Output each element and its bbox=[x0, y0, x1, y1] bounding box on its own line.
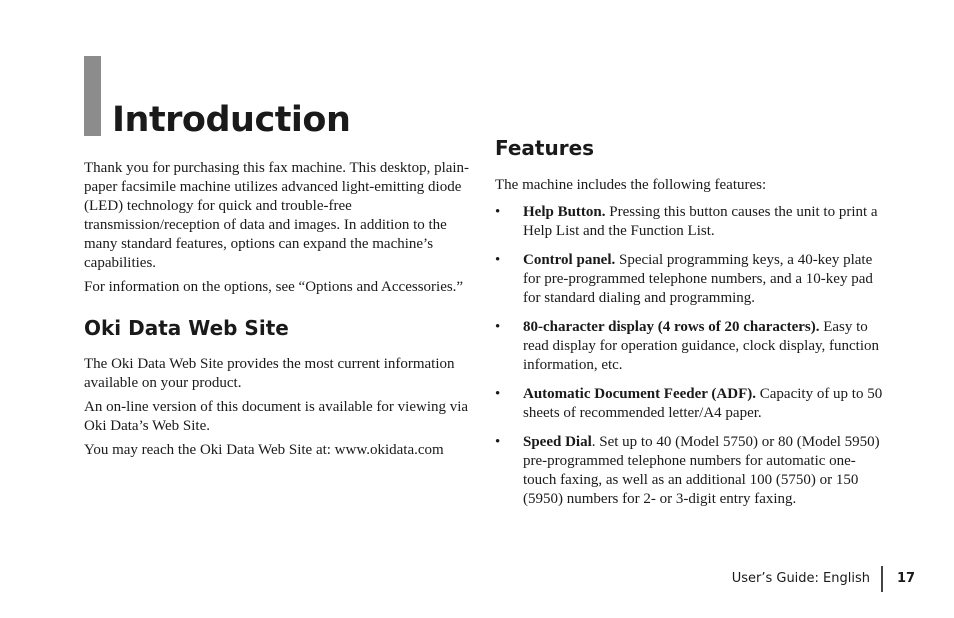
list-item bbox=[495, 433, 887, 509]
right-column bbox=[495, 134, 887, 519]
bullet-icon: • bbox=[495, 252, 501, 268]
bullet-icon: • bbox=[495, 204, 501, 220]
list-item bbox=[495, 318, 887, 375]
left-column bbox=[84, 159, 474, 465]
list-item bbox=[495, 385, 887, 423]
feature-text: Easy to read display for operation guidance, clock display, function information, etc. bbox=[523, 319, 879, 373]
options-paragraph: For information on the options, see “Options and Accessories.” bbox=[84, 279, 464, 295]
feature-term: Control panel. bbox=[523, 252, 616, 268]
features-heading: Features bbox=[495, 136, 595, 160]
footer-divider bbox=[881, 566, 883, 592]
feature-text: . Set up to 40 (Model 5750) or 80 (Model 5950) pre-programmed telephone numbers for automatic one-touch faxing, as well as an additional 100 (5750) or 150 (5950) numbers for 2- or 3-digit entry faxing. bbox=[523, 434, 880, 507]
title-accent-bar bbox=[84, 56, 101, 136]
bullet-icon: • bbox=[495, 434, 501, 450]
features-list bbox=[495, 203, 887, 509]
features-lead: The machine includes the following features: bbox=[495, 177, 767, 193]
feature-text: Special programming keys, a 40-key plate for pre-programmed telephone numbers, and a 10-key pad for standard dialing and programming. bbox=[523, 252, 873, 306]
list-item bbox=[495, 251, 887, 308]
page-title: Introduction bbox=[112, 100, 351, 140]
feature-term: Speed Dial bbox=[523, 434, 592, 450]
bullet-icon: • bbox=[495, 319, 501, 335]
feature-term: Help Button. bbox=[523, 204, 606, 220]
bullet-icon: • bbox=[495, 386, 501, 402]
footer-guide-label: User’s Guide: English bbox=[731, 571, 870, 586]
web-paragraph: An on-line version of this document is available for viewing via Oki Data’s Web Site. bbox=[84, 399, 469, 434]
feature-term: 80-character display (4 rows of 20 characters). bbox=[523, 319, 820, 335]
feature-text: Pressing this button causes the unit to print a Help List and the Function List. bbox=[523, 204, 878, 239]
web-site-heading: Oki Data Web Site bbox=[84, 316, 289, 340]
feature-text: Capacity of up to 50 sheets of recommended letter/A4 paper. bbox=[523, 386, 883, 421]
intro-paragraph: Thank you for purchasing this fax machine. This desktop, plain-paper facsimile machine utilizes advanced light-emitting diode (LED) technology for quick and trouble-free transmission/reception of data and images. In addition to the many standard features, options can expand the machine’s capabilities. bbox=[84, 160, 470, 271]
web-paragraph: You may reach the Oki Data Web Site at: www.okidata.com bbox=[84, 442, 444, 458]
web-paragraph: The Oki Data Web Site provides the most current information available on your product. bbox=[84, 356, 455, 391]
page-number: 17 bbox=[897, 571, 916, 586]
list-item bbox=[495, 203, 887, 241]
feature-term: Automatic Document Feeder (ADF). bbox=[523, 386, 756, 402]
